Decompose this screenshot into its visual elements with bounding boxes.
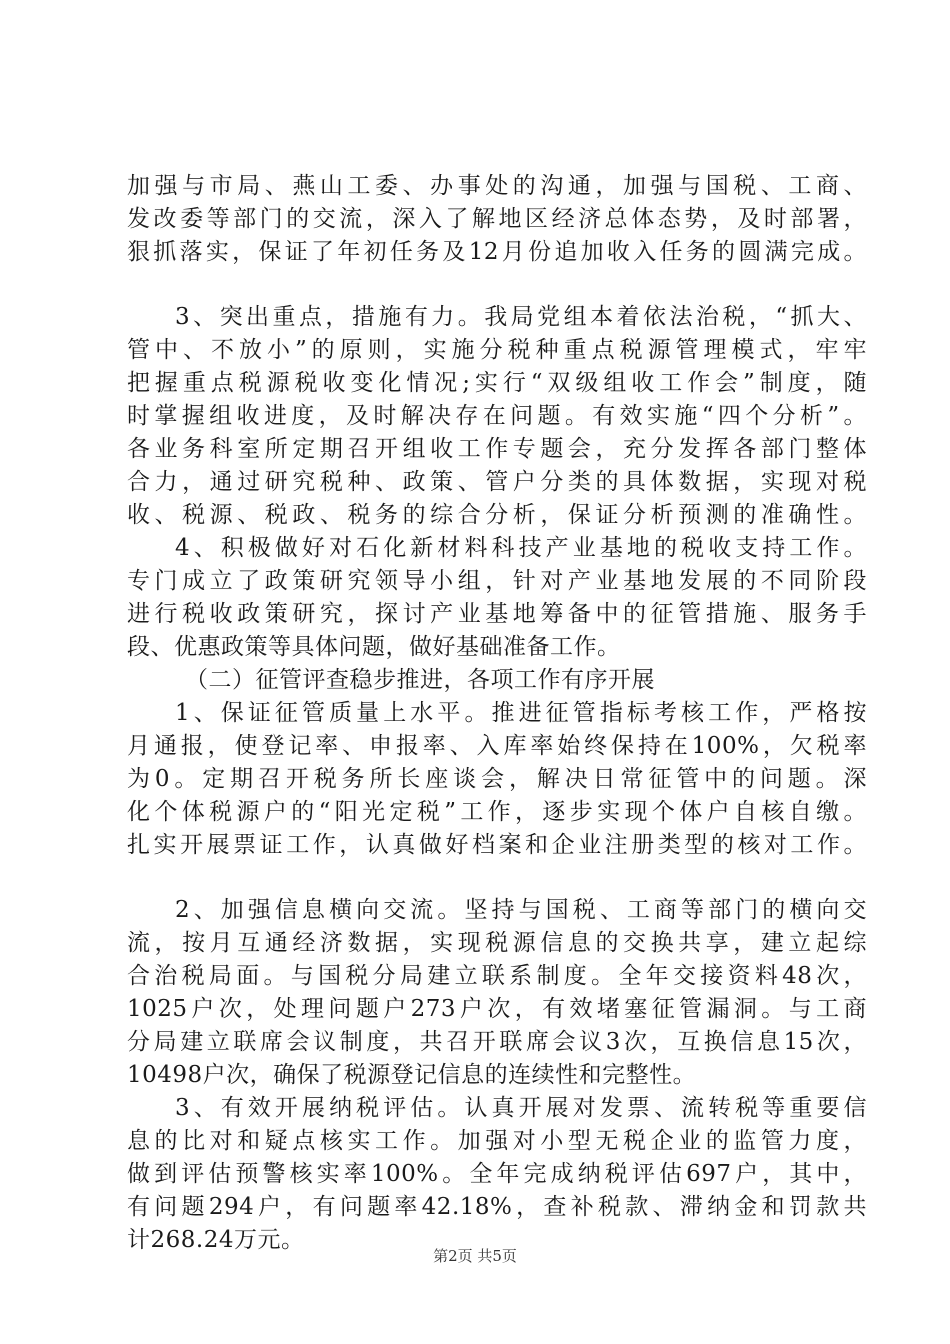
section-heading: （二）征管评查稳步推进，各项工作有序开展: [185, 667, 655, 693]
text-line: 时掌握组收进度，及时解决存在问题。有效实施“四个分析”。: [127, 403, 867, 429]
text-line: 合力，通过研究税种、政策、管户分类的具体数据，实现对税: [127, 469, 867, 495]
text-line: 把握重点税源税收变化情况;实行“双级组收工作会”制度，随: [127, 370, 867, 396]
text-line: 段、优惠政策等具体问题，做好基础准备工作。: [127, 634, 621, 660]
text-line: 息的比对和疑点核实工作。加强对小型无税企业的监管力度，: [127, 1128, 867, 1154]
text-line: 分局建立联席会议制度，共召开联席会议3次，互换信息15次，: [127, 1029, 867, 1055]
text-line: 2、加强信息横向交流。坚持与国税、工商等部门的横向交: [175, 897, 867, 923]
text-line: 1025户次，处理问题户273户次，有效堵塞征管漏洞。与工商: [127, 996, 867, 1022]
text-line: 流，按月互通经济数据，实现税源信息的交换共享，建立起综: [127, 930, 867, 956]
paragraph-block-1: [127, 170, 867, 269]
text-line: 进行税收政策研究，探讨产业基地筹备中的征管措施、服务手: [127, 601, 867, 627]
text-line: 各业务科室所定期召开组收工作专题会，充分发挥各部门整体: [127, 436, 867, 462]
text-line: 化个体税源户的“阳光定税”工作，逐步实现个体户自核自缴。: [127, 799, 867, 825]
page-footer: 第2页 共5页: [433, 1247, 517, 1265]
text-line: 扎实开展票证工作，认真做好档案和企业注册类型的核对工作。: [127, 832, 867, 858]
text-line: 发改委等部门的交流，深入了解地区经济总体态势，及时部署，: [127, 206, 867, 232]
paragraph-block-3: [127, 894, 867, 1257]
text-line: 3、有效开展纳税评估。认真开展对发票、流转税等重要信: [175, 1095, 867, 1121]
text-line: 3、突出重点，措施有力。我局党组本着依法治税，“抓大、: [175, 304, 867, 330]
text-line: 收、税源、税政、税务的综合分析，保证分析预测的准确性。: [127, 502, 867, 528]
text-line: 计268.24万元。: [127, 1227, 305, 1253]
text-line: 管中、不放小”的原则，实施分税种重点税源管理模式，牢牢: [127, 337, 867, 363]
text-line: 4、积极做好对石化新材料科技产业基地的税收支持工作。: [175, 535, 867, 561]
text-line: 10498户次，确保了税源登记信息的连续性和完整性。: [127, 1062, 697, 1088]
text-line: 狠抓落实，保证了年初任务及12月份追加收入任务的圆满完成。: [127, 239, 867, 265]
text-line: 合治税局面。与国税分局建立联系制度。全年交接资料48次，: [127, 963, 867, 989]
text-line: 有问题294户，有问题率42.18%，查补税款、滞纳金和罚款共: [127, 1194, 867, 1220]
text-line: 专门成立了政策研究领导小组，针对产业基地发展的不同阶段: [127, 568, 867, 594]
text-line: 为0。定期召开税务所长座谈会，解决日常征管中的问题。深: [127, 766, 867, 792]
text-line: 1、保证征管质量上水平。推进征管指标考核工作，严格按: [175, 700, 867, 726]
text-line: 加强与市局、燕山工委、办事处的沟通，加强与国税、工商、: [127, 173, 867, 199]
text-line: 月通报，使登记率、申报率、入库率始终保持在100%，欠税率: [127, 733, 867, 759]
paragraph-block-2: [127, 301, 867, 862]
text-line: 做到评估预警核实率100%。全年完成纳税评估697户，其中，: [127, 1161, 867, 1187]
